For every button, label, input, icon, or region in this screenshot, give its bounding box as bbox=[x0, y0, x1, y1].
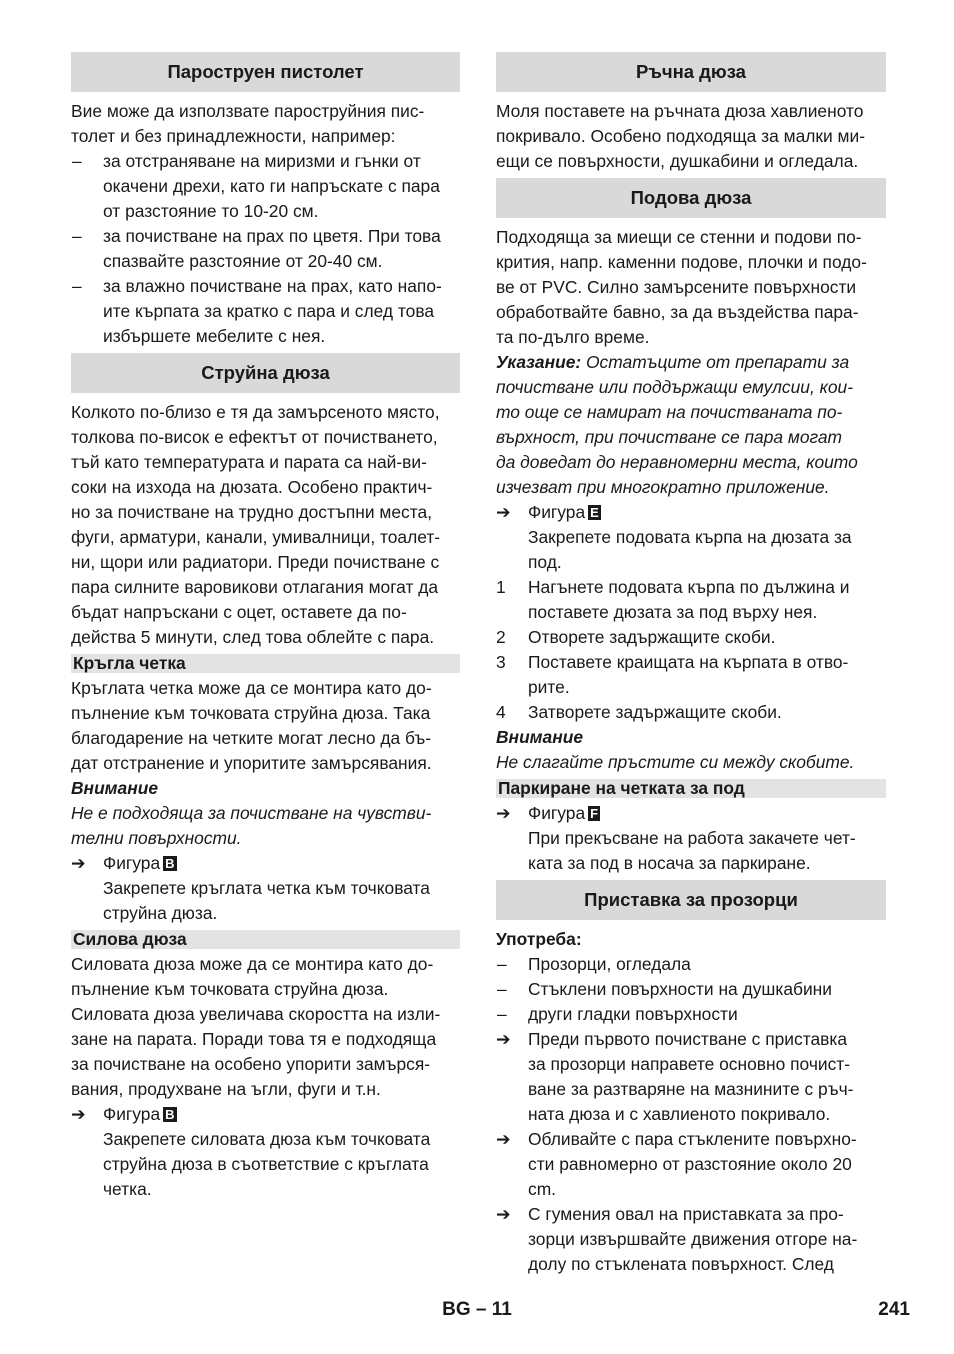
body-paragraph-line: соки на изхода на дюзата. Особено практич- bbox=[71, 477, 433, 497]
body-paragraph-line: крития, напр. каменни подове, плочки и подо- bbox=[496, 252, 867, 272]
note-line: да доведат до неравномерни места, които bbox=[496, 452, 858, 472]
usage-title: Употреба: bbox=[496, 929, 582, 949]
figure-letter-badge: F bbox=[590, 806, 599, 821]
dash-bullet: – bbox=[497, 979, 507, 999]
figure-label: Фигура bbox=[103, 1104, 161, 1124]
arrow-icon: ➔ bbox=[71, 1104, 86, 1124]
body-paragraph-line: Подходяща за миещи се стенни и подови по- bbox=[496, 227, 862, 247]
note-line: то още се намират на почистваната по- bbox=[496, 402, 843, 422]
figure-label: Фигура bbox=[528, 502, 586, 522]
figure-label-line bbox=[528, 801, 886, 826]
body-paragraph-line: пара силните варовикови отлагания могат да bbox=[71, 577, 439, 597]
numbered-step bbox=[496, 575, 886, 625]
body-paragraph bbox=[71, 952, 460, 1102]
body-paragraph-line: дат отстранение и упоритите замърсявания. bbox=[71, 753, 432, 773]
arrow-icon: ➔ bbox=[496, 803, 511, 823]
warning-text: Не слагайте пръстите си между скобите. bbox=[496, 752, 855, 772]
body-paragraph-line: тъй като температурата и парата са най-ви- bbox=[71, 452, 427, 472]
body-paragraph-line: ещи се повърхности, душкабини и огледала. bbox=[496, 151, 859, 171]
dash-list-item bbox=[496, 977, 886, 1002]
body-paragraph-line: Кръглата четка може да се монтира като до- bbox=[71, 678, 432, 698]
step-number: 2 bbox=[496, 627, 506, 647]
numbered-step bbox=[496, 650, 886, 700]
intro-paragraph-line: Вие може да използвате пароструйния пис- bbox=[71, 101, 425, 121]
dash-item-line: за почистване на прах по цветя. При това bbox=[103, 226, 441, 246]
body-paragraph-line: фуги, арматури, канали, умивалници, тоалет- bbox=[71, 527, 441, 547]
numbered-step bbox=[496, 625, 886, 650]
body-paragraph-line: вания, продухване на ъгли, фуги и т.н. bbox=[71, 1079, 381, 1099]
dash-item-line: за отстраняване на миризми и гънки от bbox=[103, 151, 421, 171]
figure-letter-badge: B bbox=[165, 1107, 175, 1122]
figure-label-line bbox=[103, 851, 460, 876]
instruction-line: за прозорци направете основно почист- bbox=[528, 1054, 851, 1074]
numbered-step bbox=[496, 700, 886, 725]
figure-letter-badge: E bbox=[590, 505, 599, 520]
instruction-line: Обливайте с пара стъклените повърхно- bbox=[528, 1129, 857, 1149]
figure-reference bbox=[496, 801, 886, 876]
dash-list-item bbox=[496, 1002, 886, 1027]
subsection-heading: Кръгла четка bbox=[71, 654, 460, 673]
dash-item-line: от разстояние то 10-20 см. bbox=[103, 201, 319, 221]
body-paragraph-line: покривало. Особено подходяща за малки ми- bbox=[496, 126, 865, 146]
right-column bbox=[496, 52, 886, 1277]
figure-label: Фигура bbox=[103, 853, 161, 873]
arrow-icon: ➔ bbox=[71, 853, 86, 873]
step-number: 4 bbox=[496, 702, 506, 722]
body-paragraph-line: действа 5 минути, след това облейте с пара. bbox=[71, 627, 435, 647]
section-heading: Струйна дюза bbox=[71, 353, 460, 393]
page-number: 241 bbox=[878, 1299, 910, 1320]
step-line: Поставете краищата на кърпата в отво- bbox=[528, 652, 849, 672]
instruction-line: cm. bbox=[528, 1179, 557, 1199]
dash-bullet: – bbox=[72, 151, 82, 171]
dash-item-line: ите кърпата за кратко с пара и след това bbox=[103, 301, 435, 321]
figure-text-line: ката за под в носача за паркиране. bbox=[528, 853, 811, 873]
body-paragraph-line: но за почистване на трудно достъпни места, bbox=[71, 502, 432, 522]
arrow-icon: ➔ bbox=[496, 1029, 511, 1049]
body-paragraph-line: пълнение към точковата струйна дюза. bbox=[71, 979, 389, 999]
instruction-item bbox=[496, 1202, 886, 1277]
footer-section-label: BG – 11 bbox=[442, 1299, 512, 1320]
body-paragraph bbox=[496, 99, 886, 174]
arrow-icon: ➔ bbox=[496, 502, 511, 522]
note-line: почистване или поддържащи емулсии, кои- bbox=[496, 377, 853, 397]
dash-list-item bbox=[496, 952, 886, 977]
section-heading: Подова дюза bbox=[496, 178, 886, 218]
body-paragraph-line: обработвайте бавно, за да въздейства пара- bbox=[496, 302, 859, 322]
body-paragraph bbox=[496, 225, 886, 350]
note-line: изчезват при многократно приложение. bbox=[496, 477, 830, 497]
dash-item-text: Прозорци, огледала bbox=[528, 954, 691, 974]
body-paragraph-line: ве от PVC. Силно замърсените повърхности bbox=[496, 277, 857, 297]
step-line: Отворете задържащите скоби. bbox=[528, 627, 776, 647]
dash-item-text: други гладки повърхности bbox=[528, 1004, 738, 1024]
section-heading: Приставка за прозорци bbox=[496, 880, 886, 920]
figure-letter-badge: B bbox=[165, 856, 175, 871]
body-paragraph-line: толкова по-висок е ефектът от почистването, bbox=[71, 427, 438, 447]
note-line: върхност, при почистване се пара могат bbox=[496, 427, 843, 447]
body-paragraph-line: Силовата дюза може да се монтира като до- bbox=[71, 954, 434, 974]
figure-text-line: струйна дюза в съответствие с кръглата bbox=[103, 1154, 429, 1174]
figure-text-line: При прекъсване на работа закачете чет- bbox=[528, 828, 856, 848]
instruction-line: Преди първото почистване с приставка bbox=[528, 1029, 848, 1049]
arrow-icon: ➔ bbox=[496, 1204, 511, 1224]
figure-text-line: под. bbox=[528, 552, 562, 572]
warning-title: Внимание bbox=[71, 778, 159, 798]
body-paragraph-line: Моля поставете на ръчната дюза хавлиеното bbox=[496, 101, 864, 121]
figure-reference bbox=[496, 500, 886, 575]
instruction-line: зорци извършвайте движения отгоре на- bbox=[528, 1229, 858, 1249]
body-paragraph-line: ни, щори или радиатори. Преди почистване с bbox=[71, 552, 440, 572]
instruction-line: С гумения овал на приставката за про- bbox=[528, 1204, 844, 1224]
body-paragraph-line: за почистване на особено упорити замърся- bbox=[71, 1054, 431, 1074]
instruction-item bbox=[496, 1127, 886, 1202]
dash-list-item bbox=[71, 274, 460, 349]
instruction-item bbox=[496, 1027, 886, 1127]
warning-title: Внимание bbox=[496, 727, 584, 747]
body-paragraph-line: бъдат напръскани с оцет, оставете да по- bbox=[71, 602, 407, 622]
body-paragraph-line: благодарение на четките могат лесно да бъ- bbox=[71, 728, 432, 748]
figure-text-line: Закрепете силовата дюза към точковата bbox=[103, 1129, 431, 1149]
step-line: рите. bbox=[528, 677, 570, 697]
dash-item-text: Стъклени повърхности на душкабини bbox=[528, 979, 832, 999]
instruction-line: ване за разтваряне на мазнините с ръч- bbox=[528, 1079, 854, 1099]
dash-item-line: окачени дрехи, като ги напръскате с пара bbox=[103, 176, 440, 196]
instruction-line: ната дюза и с хавлиеното покривало. bbox=[528, 1104, 831, 1124]
dash-bullet: – bbox=[72, 226, 82, 246]
dash-bullet: – bbox=[72, 276, 82, 296]
body-paragraph-line: та по-дълго време. bbox=[496, 327, 650, 347]
figure-text-line: Закрепете подовата кърпа на дюзата за bbox=[528, 527, 852, 547]
section-heading: Пароструен пистолет bbox=[71, 52, 460, 92]
body-paragraph bbox=[71, 400, 460, 650]
body-paragraph-line: Силовата дюза увеличава скоростта на изли- bbox=[71, 1004, 441, 1024]
instruction-line: долу по стъклената повърхност. След bbox=[528, 1254, 834, 1274]
dash-list-item bbox=[71, 224, 460, 274]
warning-text bbox=[71, 801, 460, 851]
figure-label-line bbox=[528, 500, 886, 525]
step-number: 3 bbox=[496, 652, 506, 672]
figure-label-line bbox=[103, 1102, 460, 1127]
body-paragraph-line: пълнение към точковата струйна дюза. Така bbox=[71, 703, 431, 723]
figure-text-line: четка. bbox=[103, 1179, 152, 1199]
intro-paragraph-line: толет и без принадлежности, например: bbox=[71, 126, 396, 146]
dash-bullet: – bbox=[497, 1004, 507, 1024]
warning-text-line: телни повърхности. bbox=[71, 828, 242, 848]
warning-text-line: Не е подходяща за почистване на чувстви- bbox=[71, 803, 432, 823]
section-heading: Ръчна дюза bbox=[496, 52, 886, 92]
figure-reference bbox=[71, 1102, 460, 1202]
note-block bbox=[496, 350, 886, 500]
left-column bbox=[71, 52, 460, 1202]
body-paragraph-line: зане на парата. Поради това тя е подходяща bbox=[71, 1029, 437, 1049]
dash-item-line: избършете мебелите с нея. bbox=[103, 326, 326, 346]
step-line: Затворете задържащите скоби. bbox=[528, 702, 782, 722]
step-line: Нагънете подовата кърпа по дължина и bbox=[528, 577, 850, 597]
figure-text-line: Закрепете кръглата четка към точковата bbox=[103, 878, 430, 898]
note-text: Остатъците от препарати за bbox=[581, 352, 850, 372]
dash-item-line: за влажно почистване на прах, като напо- bbox=[103, 276, 442, 296]
note-first-line bbox=[496, 350, 886, 375]
instruction-line: сти равномерно от разстояние около 20 bbox=[528, 1154, 852, 1174]
step-number: 1 bbox=[496, 577, 506, 597]
dash-item-line: спазвайте разстояние от 20-40 см. bbox=[103, 251, 383, 271]
dash-list-item bbox=[71, 149, 460, 224]
figure-text-line: струйна дюза. bbox=[103, 903, 218, 923]
dash-bullet: – bbox=[497, 954, 507, 974]
arrow-icon: ➔ bbox=[496, 1129, 511, 1149]
intro-paragraph bbox=[71, 99, 460, 149]
subsection-heading: Паркиране на четката за под bbox=[496, 779, 886, 798]
note-label: Указание: bbox=[496, 352, 582, 372]
body-paragraph bbox=[71, 676, 460, 776]
figure-reference bbox=[71, 851, 460, 926]
body-paragraph-line: Колкото по-близо е тя да замърсеното място, bbox=[71, 402, 440, 422]
figure-label: Фигура bbox=[528, 803, 586, 823]
step-line: поставете дюзата за под върху нея. bbox=[528, 602, 818, 622]
subsection-heading: Силова дюза bbox=[71, 930, 460, 949]
